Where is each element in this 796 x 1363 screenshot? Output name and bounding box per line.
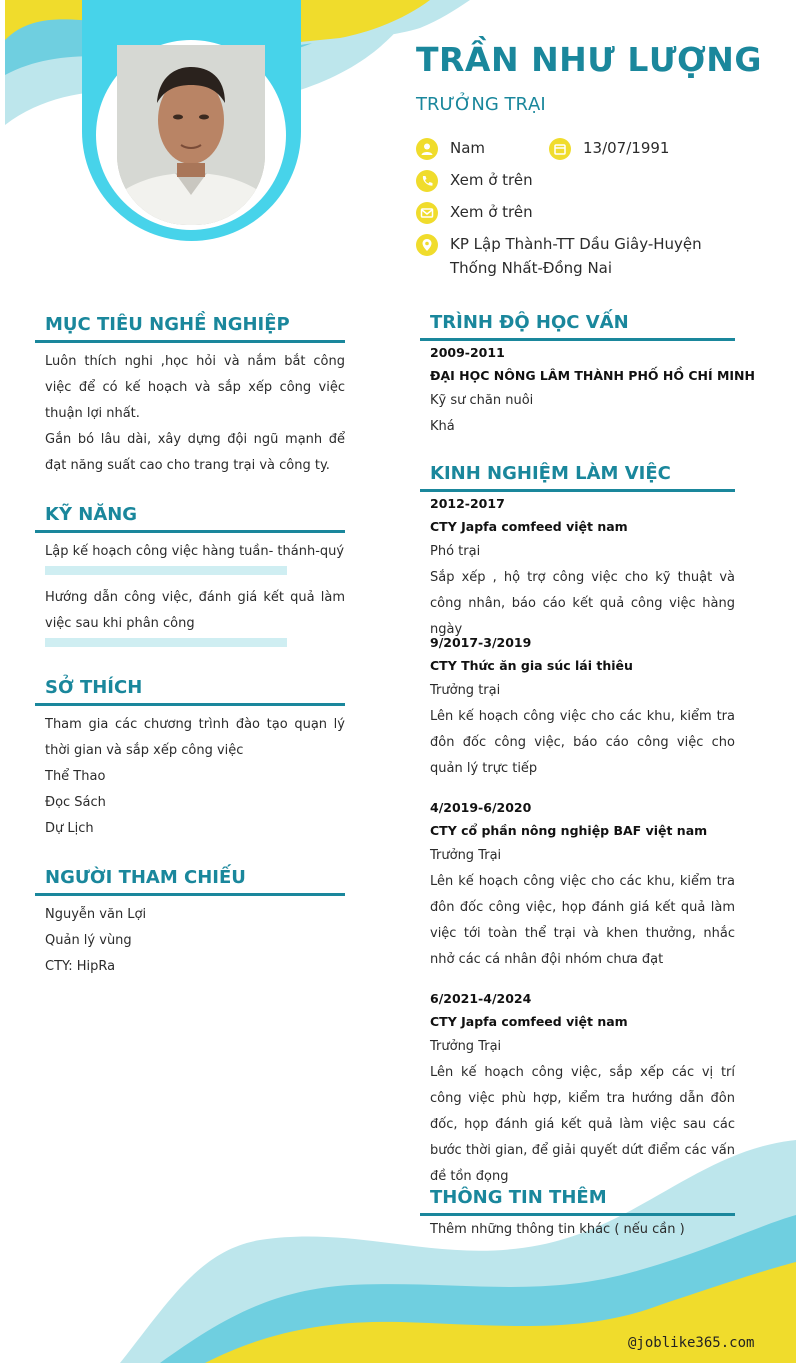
job-1-role: Phó trại (430, 544, 481, 559)
references-heading: NGƯỜI THAM CHIẾU (35, 865, 345, 896)
skill-bar-1 (45, 566, 287, 575)
calendar-icon (549, 138, 571, 160)
gender-text: Nam (450, 139, 486, 157)
reference-company: CTY: HipRa (45, 959, 116, 974)
objective-heading: MỤC TIÊU NGHỀ NGHIỆP (35, 312, 345, 343)
job-3-period: 4/2019-6/2020 (430, 800, 532, 815)
education-heading: TRÌNH ĐỘ HỌC VẤN (420, 310, 735, 341)
job-1-description: Sắp xếp , hộ trợ công việc cho kỹ thuật và công nhân, báo cáo kết quả công việc hàng ngày (430, 570, 735, 637)
photo-circle (96, 40, 286, 230)
skill-item-2: Hướng dẫn công việc, đánh giá kết quả làm việc sau khi phân công (45, 590, 345, 631)
job-2-period: 9/2017-3/2019 (430, 635, 532, 650)
job-2-role: Trưởng trại (430, 683, 501, 698)
job-1-period: 2012-2017 (430, 496, 505, 511)
profile-photo (117, 45, 265, 225)
reference-name: Nguyễn văn Lợi (45, 907, 147, 922)
photo-frame (82, 0, 301, 241)
contact-birthday (549, 140, 669, 160)
job-2-description: Lên kế hoạch công việc cho các khu, kiểm tra đôn đốc công việc, báo cáo công việc cho quản lý trực tiếp (430, 709, 735, 776)
hobby-item-4: Dự Lịch (45, 821, 94, 836)
contact-gender (416, 140, 485, 160)
extra-info-text: Thêm những thông tin khác ( nếu cần ) (430, 1222, 685, 1237)
experience-heading: KINH NGHIỆM LÀM VIỆC (420, 461, 735, 492)
job-3-role: Trưởng Trại (430, 848, 502, 863)
education-major: Kỹ sư chăn nuôi (430, 393, 534, 408)
location-pin-icon (416, 234, 438, 256)
education-school: ĐẠI HỌC NÔNG LÂM THÀNH PHỐ HỒ CHÍ MINH (430, 368, 755, 383)
extra-info-heading: THÔNG TIN THÊM (420, 1185, 735, 1216)
candidate-name: TRẦN NHƯ LƯỢNG (416, 40, 762, 79)
skill-bar-2 (45, 638, 287, 647)
job-1-company: CTY Japfa comfeed việt nam (430, 519, 628, 534)
skills-heading: KỸ NĂNG (35, 502, 345, 533)
phone-text: Xem ở trên (450, 171, 533, 189)
job-2-company: CTY Thức ăn gia súc lái thiêu (430, 658, 633, 673)
phone-icon (416, 170, 438, 192)
hobby-item-1: Tham gia các chương trình đào tạo quạn lý thời gian và sắp xếp công việc (45, 717, 345, 758)
birthday-text: 13/07/1991 (583, 139, 670, 157)
hobbies-heading: SỞ THÍCH (35, 675, 345, 706)
contact-phone (416, 172, 533, 192)
reference-position: Quản lý vùng (45, 933, 132, 948)
job-3-description: Lên kế hoạch công việc cho các khu, kiểm tra đôn đốc công việc, họp đánh giá kết quả làm việc tới toàn thể trại và khen thưởng, nhắc nhở các cá nhân đội nhóm chưa đạt (430, 874, 735, 967)
job-4-period: 6/2021-4/2024 (430, 991, 532, 1006)
objective-paragraph-2: Gắn bó lâu dài, xây dựng đội ngũ mạnh để đạt năng suất cao cho trang trại và công ty. (45, 432, 345, 473)
mail-icon (416, 202, 438, 224)
hobby-item-3: Đọc Sách (45, 795, 106, 810)
job-3-company: CTY cổ phần nông nghiệp BAF việt nam (430, 823, 708, 838)
contact-address (416, 236, 746, 280)
person-icon (416, 138, 438, 160)
job-4-description: Lên kế hoạch công việc, sắp xếp các vị trí công việc phù hợp, kiểm tra hướng dẫn đôn đốc, họp đánh giá kết quả làm việc sau các bước thời gian, để giải quyết dứt điểm các vấn đề tồn đọng (430, 1065, 735, 1184)
hobby-item-2: Thể Thao (45, 769, 106, 784)
footer-handle: @joblike365.com (628, 1335, 755, 1351)
job-4-role: Trưởng Trại (430, 1039, 502, 1054)
education-period: 2009-2011 (430, 345, 505, 360)
education-grade: Khá (430, 419, 455, 434)
objective-paragraph-1: Luôn thích nghi ,học hỏi và nắm bắt công việc để có kế hoạch và sắp xếp công việc thuận lợi nhất. (45, 354, 345, 421)
contact-email (416, 204, 533, 224)
address-text: KP Lập Thành-TT Dầu Giây-Huyện Thống Nhất-Đồng Nai (450, 235, 702, 277)
email-text: Xem ở trên (450, 203, 533, 221)
skill-item-1: Lập kế hoạch công việc hàng tuần- thánh-quý (45, 544, 345, 559)
candidate-title: TRƯỞNG TRẠI (416, 94, 546, 115)
job-4-company: CTY Japfa comfeed việt nam (430, 1014, 628, 1029)
